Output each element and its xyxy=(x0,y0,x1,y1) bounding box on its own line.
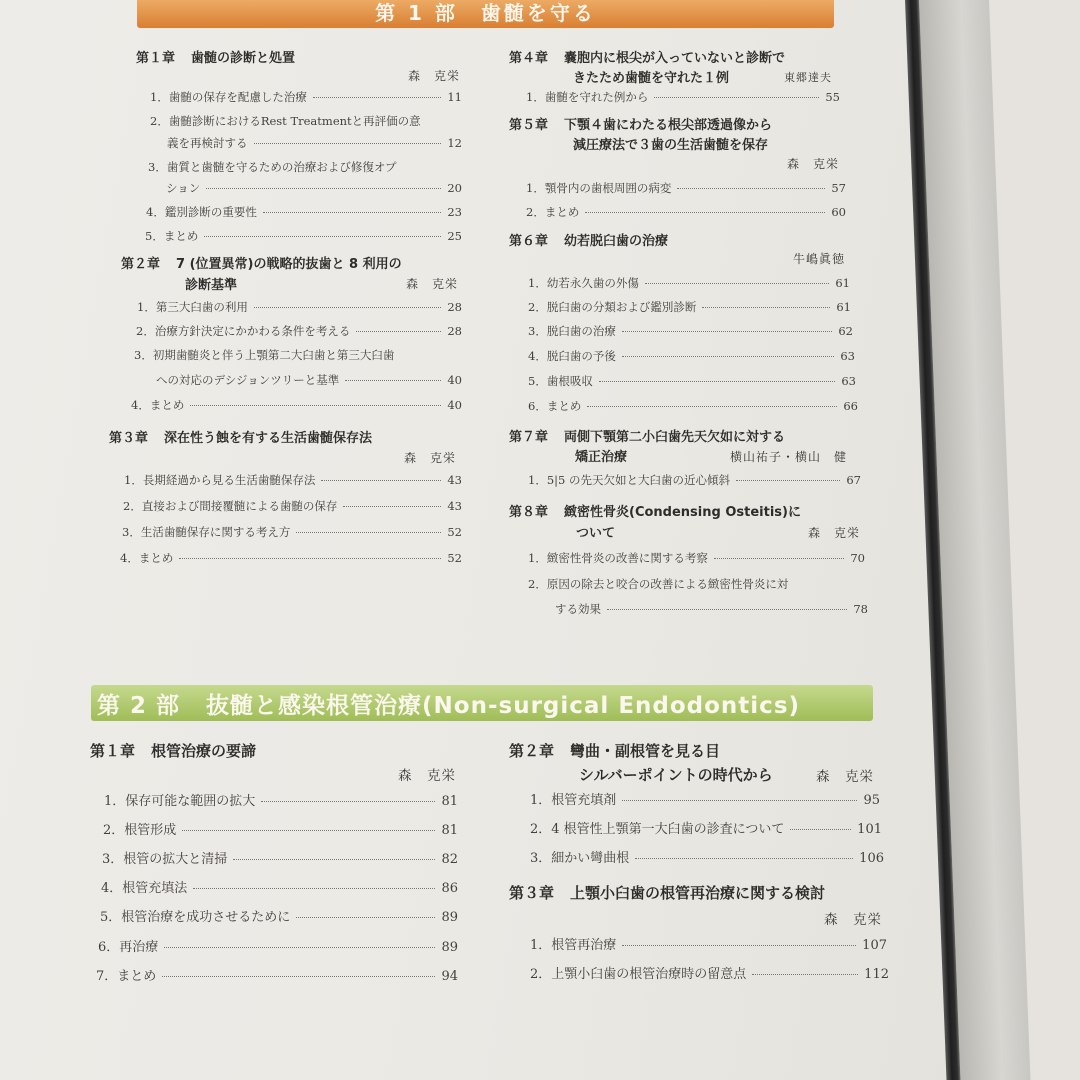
chapter-title-line2: 減圧療法で３歯の生活歯髄を保存 xyxy=(573,138,769,153)
chapter-author: 東郷達夫 xyxy=(784,71,832,84)
chapter-title: 深在性う蝕を有する生活歯髄保存法 xyxy=(164,431,373,446)
chapter-author: 森 克栄 xyxy=(408,69,461,83)
chapter-number: 第２章 xyxy=(121,257,161,272)
chapter-author: 森 克栄 xyxy=(404,451,457,465)
toc-item[interactable]: 1．根管充填剤 95 xyxy=(530,793,880,808)
chapter-author: 森 克栄 xyxy=(406,277,459,291)
chapter-author: 森 克栄 xyxy=(808,526,861,540)
toc-item[interactable]: 3．生活歯髄保存に関する考え方 52 xyxy=(122,525,462,539)
toc-item[interactable]: 5．根管治療を成功させるために 89 xyxy=(100,910,458,925)
part2-number: 第 2 部 xyxy=(97,692,181,719)
chapter-author: 森 克栄 xyxy=(824,912,882,928)
p2-ch1-heading xyxy=(90,740,256,761)
toc-item[interactable]: 4．まとめ 40 xyxy=(131,398,462,412)
toc-item[interactable]: 7．まとめ 94 xyxy=(96,969,458,984)
toc-item[interactable]: 2．脱臼歯の分類および鑑別診断 61 xyxy=(528,300,851,314)
chapter-title-line2: ついて xyxy=(576,526,616,541)
p1-ch3-heading xyxy=(109,427,372,446)
toc-item[interactable]: 2．直接および間接覆髄による歯髄の保存 43 xyxy=(123,499,462,513)
toc-item[interactable]: 6．まとめ 66 xyxy=(528,399,858,413)
chapter-author: 牛嶋眞徳 xyxy=(793,252,846,266)
chapter-title: 根管治療の要諦 xyxy=(151,742,257,760)
chapter-title-line1: 下顎４歯にわたる根尖部透過像から xyxy=(564,118,773,133)
toc-item[interactable]: 1．第三大臼歯の利用 28 xyxy=(137,300,462,314)
chapter-title-line2: シルバーポイントの時代から xyxy=(579,766,773,784)
toc-item-line[interactable]: 2．原因の除去と咬合の改善による緻密性骨炎に対 xyxy=(528,577,789,591)
p1-ch8-heading xyxy=(509,501,801,520)
toc-item[interactable]: 2．4 根管性上顎第一大臼歯の診査について 101 xyxy=(530,822,882,837)
chapter-author: 横山祐子・横山 健 xyxy=(730,450,848,464)
toc-item[interactable]: 4．根管充填法 86 xyxy=(101,881,458,896)
chapter-number: 第１章 xyxy=(136,51,176,66)
toc-item[interactable]: ション 20 xyxy=(166,181,462,195)
chapter-number: 第１章 xyxy=(90,742,136,760)
toc-item-line[interactable]: 3．初期歯髄炎と伴う上顎第二大臼歯と第三大臼歯 xyxy=(134,348,395,362)
chapter-number: 第８章 xyxy=(509,505,549,520)
toc-item[interactable]: する効果 78 xyxy=(555,602,868,616)
p1-ch2-heading xyxy=(121,253,402,272)
toc-item[interactable]: への対応のデシジョンツリーと基準 40 xyxy=(156,373,462,387)
toc-item[interactable]: 1．根管再治療 107 xyxy=(530,938,887,953)
toc-item[interactable]: 5．歯根吸収 63 xyxy=(528,374,856,388)
toc-item[interactable]: 1．緻密性骨炎の改善に関する考察 70 xyxy=(528,551,865,565)
chapter-title-line1: 両側下顎第二小臼歯先天欠如に対する xyxy=(564,430,786,445)
toc-item-line[interactable]: 3．歯質と歯髄を守るための治療および修復オプ xyxy=(148,160,397,174)
toc-item-line[interactable]: 2．歯髄診断におけるRest Treatmentと再評価の意 xyxy=(150,114,421,128)
toc-item[interactable]: 1．長期経過から見る生活歯髄保存法 43 xyxy=(124,473,462,487)
chapter-number: 第６章 xyxy=(509,234,549,249)
toc-item[interactable]: 1．顎骨内の歯根周囲の病変 57 xyxy=(526,181,846,195)
chapter-title-line2: 矯正治療 xyxy=(575,450,628,465)
p1-ch1-heading xyxy=(136,47,295,66)
p2-ch3-heading xyxy=(509,882,825,903)
toc-item[interactable]: 2．上顎小臼歯の根管治療時の留意点 112 xyxy=(530,967,889,982)
chapter-number: 第３章 xyxy=(109,431,149,446)
p1-ch4-heading xyxy=(509,47,785,66)
part2-title: 抜髄と感染根管治療(Non-surgical Endodontics) xyxy=(206,692,801,719)
toc-item[interactable]: 義を再検討する 12 xyxy=(167,136,462,150)
toc-item[interactable]: 2．まとめ 60 xyxy=(526,205,846,219)
part1-banner xyxy=(137,0,834,28)
chapter-title-line1: 7 (位置異常)の戦略的抜歯と 8 利用の xyxy=(176,257,402,272)
p2-ch2-heading xyxy=(509,740,720,761)
toc-item[interactable]: 4．脱臼歯の予後 63 xyxy=(528,349,855,363)
toc-item[interactable]: 2．治療方針決定にかかわる条件を考える 28 xyxy=(136,324,462,338)
chapter-title-line1: 彎曲・副根管を見る目 xyxy=(570,742,721,760)
chapter-title: 幼若脱臼歯の治療 xyxy=(564,234,669,249)
toc-item[interactable]: 3．脱臼歯の治療 62 xyxy=(528,324,853,338)
chapter-number: 第７章 xyxy=(509,430,549,445)
chapter-number: 第５章 xyxy=(509,118,549,133)
toc-item[interactable]: 2．根管形成 81 xyxy=(103,823,458,838)
toc-item[interactable]: 1．保存可能な範囲の拡大 81 xyxy=(104,794,458,809)
toc-item[interactable]: 4．まとめ 52 xyxy=(120,551,462,565)
toc-item[interactable]: 1．5|5 の先天欠如と大臼歯の近心傾斜 67 xyxy=(528,473,861,487)
chapter-title: 上顎小臼歯の根管再治療に関する検討 xyxy=(570,884,826,902)
chapter-title-line2: 診断基準 xyxy=(185,278,238,293)
chapter-author: 森 克栄 xyxy=(816,769,874,785)
chapter-title: 歯髄の診断と処置 xyxy=(191,51,296,66)
toc-item[interactable]: 5．まとめ 25 xyxy=(145,229,462,243)
chapter-title-line1: 嚢胞内に根尖が入っていないと診断で xyxy=(564,51,786,66)
toc-item[interactable]: 4．鑑別診断の重要性 23 xyxy=(146,205,462,219)
chapter-number: 第３章 xyxy=(509,884,555,902)
toc-item[interactable]: 1．幼若永久歯の外傷 61 xyxy=(528,276,850,290)
chapter-title-line2: きたため歯髄を守れた１例 xyxy=(573,71,730,86)
p1-ch5-heading xyxy=(509,114,772,133)
toc-item[interactable]: 1．歯髄を守れた例から 55 xyxy=(526,90,840,104)
toc-item[interactable]: 3．根管の拡大と清掃 82 xyxy=(102,852,458,867)
toc-item[interactable]: 6．再治療 89 xyxy=(98,940,458,955)
toc-item[interactable]: 3．細かい彎曲根 106 xyxy=(530,851,884,866)
chapter-author: 森 克栄 xyxy=(787,157,840,171)
part1-title: 第 1 部 歯髄を守る xyxy=(375,0,596,25)
toc-item[interactable]: 1．歯髄の保存を配慮した治療 11 xyxy=(150,90,462,104)
p1-ch6-heading xyxy=(509,230,668,249)
chapter-number: 第４章 xyxy=(509,51,549,66)
chapter-author: 森 克栄 xyxy=(398,768,456,784)
part2-banner xyxy=(91,685,873,721)
chapter-number: 第２章 xyxy=(509,742,555,760)
p1-ch7-heading xyxy=(509,426,785,445)
chapter-title-line1: 緻密性骨炎(Condensing Osteitis)に xyxy=(564,505,801,520)
